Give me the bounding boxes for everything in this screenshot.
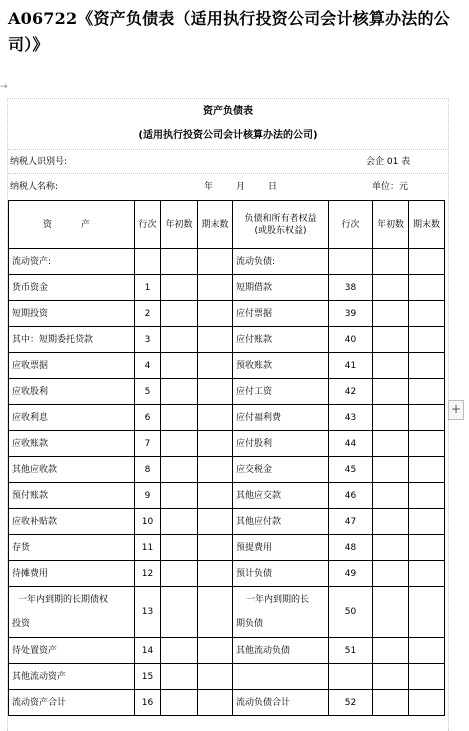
- asset-end-cell[interactable]: [198, 561, 233, 587]
- liability-begin-cell[interactable]: [373, 249, 409, 275]
- asset-begin-cell[interactable]: [161, 405, 198, 431]
- liability-end-cell[interactable]: [409, 327, 445, 353]
- liability-begin-cell[interactable]: [373, 535, 409, 561]
- divider: [8, 173, 448, 174]
- asset-end-cell[interactable]: [198, 690, 233, 716]
- asset-line-no: 13: [135, 587, 161, 638]
- liability-begin-cell[interactable]: [373, 509, 409, 535]
- liability-begin-cell[interactable]: [373, 301, 409, 327]
- liability-begin-cell[interactable]: [373, 638, 409, 664]
- taxpayer-id-label: 纳税人识别号:: [10, 157, 68, 167]
- balance-sheet-table: [8, 200, 445, 716]
- liability-name: 流动负债:: [233, 249, 329, 275]
- asset-line-no: 14: [135, 638, 161, 664]
- asset-end-cell[interactable]: [198, 327, 233, 353]
- liability-name: [233, 587, 329, 638]
- asset-name: 应收账款: [9, 431, 135, 457]
- asset-name: 其他流动资产: [9, 664, 135, 690]
- liability-name: 短期借款: [233, 275, 329, 301]
- table-row: [9, 379, 445, 405]
- asset-begin-cell[interactable]: [161, 379, 198, 405]
- liability-end-cell[interactable]: [409, 561, 445, 587]
- liability-name: 预收账款: [233, 353, 329, 379]
- liability-line-no: 45: [329, 457, 373, 483]
- table-row: [9, 431, 445, 457]
- header-line-no: 行次: [329, 201, 373, 249]
- liability-line-no: [329, 249, 373, 275]
- month-label: 月: [236, 182, 246, 192]
- asset-line-no: 12: [135, 561, 161, 587]
- asset-begin-cell[interactable]: [161, 431, 198, 457]
- header-asset: 资 产: [9, 201, 135, 249]
- asset-begin-cell[interactable]: [161, 275, 198, 301]
- liability-name: 应付工资: [233, 379, 329, 405]
- header-liability-line2: (或股东权益): [254, 225, 307, 236]
- asset-begin-cell[interactable]: [161, 535, 198, 561]
- asset-begin-cell[interactable]: [161, 587, 198, 638]
- liability-line-no: 41: [329, 353, 373, 379]
- header-end: 期末数: [409, 201, 445, 249]
- asset-begin-cell[interactable]: [161, 690, 198, 716]
- asset-name: 货币资金: [9, 275, 135, 301]
- asset-end-cell[interactable]: [198, 664, 233, 690]
- liability-line-no: 40: [329, 327, 373, 353]
- asset-line-no: 3: [135, 327, 161, 353]
- asset-line-no: 16: [135, 690, 161, 716]
- liability-name: 应交税金: [233, 457, 329, 483]
- liability-name: 应付福利费: [233, 405, 329, 431]
- asset-name: 应收利息: [9, 405, 135, 431]
- table-row: [9, 664, 445, 690]
- liability-name: 预提费用: [233, 535, 329, 561]
- liability-begin-cell[interactable]: [373, 353, 409, 379]
- table-row: [9, 249, 445, 275]
- liability-begin-cell[interactable]: [373, 405, 409, 431]
- liability-line-no: 47: [329, 509, 373, 535]
- arrow-right-icon[interactable]: →: [0, 82, 8, 92]
- asset-line-no: 9: [135, 483, 161, 509]
- liability-name-line1: 一年内到期的长: [246, 595, 310, 605]
- asset-begin-cell[interactable]: [161, 301, 198, 327]
- asset-line-no: 4: [135, 353, 161, 379]
- table-row: [9, 353, 445, 379]
- liability-end-cell[interactable]: [409, 431, 445, 457]
- asset-begin-cell[interactable]: [161, 664, 198, 690]
- asset-begin-cell[interactable]: [161, 509, 198, 535]
- liability-end-cell[interactable]: [409, 405, 445, 431]
- liability-end-cell[interactable]: [409, 301, 445, 327]
- liability-end-cell[interactable]: [409, 379, 445, 405]
- asset-name: 存货: [9, 535, 135, 561]
- liability-line-no: 44: [329, 431, 373, 457]
- liability-line-no: 42: [329, 379, 373, 405]
- asset-line-no: 1: [135, 275, 161, 301]
- asset-end-cell[interactable]: [198, 638, 233, 664]
- table-row: [9, 457, 445, 483]
- asset-line-no: 5: [135, 379, 161, 405]
- asset-begin-cell[interactable]: [161, 483, 198, 509]
- table-row: [9, 483, 445, 509]
- table-row: [9, 690, 445, 716]
- asset-begin-cell[interactable]: [161, 561, 198, 587]
- asset-name: 待摊费用: [9, 561, 135, 587]
- divider: [8, 149, 448, 150]
- liability-end-cell[interactable]: [409, 638, 445, 664]
- taxpayer-name-row: [8, 180, 448, 194]
- asset-line-no: 11: [135, 535, 161, 561]
- header-liability: [233, 201, 329, 249]
- expand-plus-icon[interactable]: +: [448, 400, 464, 420]
- asset-name: 短期投资: [9, 301, 135, 327]
- liability-name: 其他流动负债: [233, 638, 329, 664]
- asset-line-no: 15: [135, 664, 161, 690]
- asset-end-cell[interactable]: [198, 249, 233, 275]
- asset-name: 应收股利: [9, 379, 135, 405]
- asset-begin-cell[interactable]: [161, 353, 198, 379]
- taxpayer-id-row: [8, 155, 448, 169]
- header-end: 期末数: [198, 201, 233, 249]
- liability-name: 应付票据: [233, 301, 329, 327]
- asset-begin-cell[interactable]: [161, 249, 198, 275]
- liability-begin-cell[interactable]: [373, 457, 409, 483]
- asset-name: 其中：短期委托贷款: [9, 327, 135, 353]
- asset-end-cell[interactable]: [198, 587, 233, 638]
- liability-line-no: 52: [329, 690, 373, 716]
- asset-name: 流动资产:: [9, 249, 135, 275]
- asset-begin-cell[interactable]: [161, 638, 198, 664]
- report-title: 资产负债表: [203, 106, 253, 117]
- liability-end-cell[interactable]: [409, 664, 445, 690]
- report-subtitle: (适用执行投资公司会计核算办法的公司): [138, 130, 318, 141]
- liability-begin-cell[interactable]: [373, 483, 409, 509]
- unit-label: 单位：元: [372, 182, 409, 192]
- liability-end-cell[interactable]: [409, 587, 445, 638]
- liability-name: 其他应付款: [233, 509, 329, 535]
- asset-line-no: 6: [135, 405, 161, 431]
- liability-name: 流动负债合计: [233, 690, 329, 716]
- asset-name: 应收票据: [9, 353, 135, 379]
- asset-line-no: 10: [135, 509, 161, 535]
- asset-end-cell[interactable]: [198, 509, 233, 535]
- table-row: [9, 405, 445, 431]
- liability-begin-cell[interactable]: [373, 561, 409, 587]
- liability-begin-cell[interactable]: [373, 431, 409, 457]
- asset-end-cell[interactable]: [198, 457, 233, 483]
- liability-name: 其他应交款: [233, 483, 329, 509]
- header-liability-line1: 负债和所有者权益: [244, 213, 317, 224]
- header-line-no: 行次: [135, 201, 161, 249]
- asset-end-cell[interactable]: [198, 353, 233, 379]
- asset-end-cell[interactable]: [198, 431, 233, 457]
- liability-end-cell[interactable]: [409, 483, 445, 509]
- liability-line-no: 48: [329, 535, 373, 561]
- asset-name: 预付账款: [9, 483, 135, 509]
- liability-end-cell[interactable]: [409, 509, 445, 535]
- year-label: 年: [204, 182, 214, 192]
- liability-begin-cell[interactable]: [373, 664, 409, 690]
- liability-begin-cell[interactable]: [373, 327, 409, 353]
- day-label: 日: [268, 182, 278, 192]
- asset-name: 待处置资产: [9, 638, 135, 664]
- liability-begin-cell[interactable]: [373, 690, 409, 716]
- asset-name: 流动资产合计: [9, 690, 135, 716]
- asset-end-cell[interactable]: [198, 405, 233, 431]
- table-row: [9, 301, 445, 327]
- table-row: [9, 561, 445, 587]
- asset-end-cell[interactable]: [198, 301, 233, 327]
- asset-end-cell[interactable]: [198, 379, 233, 405]
- taxpayer-name-label: 纳税人名称:: [10, 182, 59, 192]
- liability-line-no: 38: [329, 275, 373, 301]
- asset-line-no: 8: [135, 457, 161, 483]
- liability-line-no: 43: [329, 405, 373, 431]
- asset-end-cell[interactable]: [198, 483, 233, 509]
- table-row: [9, 535, 445, 561]
- liability-begin-cell[interactable]: [373, 587, 409, 638]
- asset-line-no: [135, 249, 161, 275]
- liability-line-no: 39: [329, 301, 373, 327]
- asset-end-cell[interactable]: [198, 275, 233, 301]
- liability-line-no: 51: [329, 638, 373, 664]
- liability-line-no: 46: [329, 483, 373, 509]
- liability-begin-cell[interactable]: [373, 275, 409, 301]
- table-row: [9, 275, 445, 301]
- liability-name-line2: 期负债: [236, 619, 264, 629]
- table-row: [9, 587, 445, 638]
- liability-line-no: 49: [329, 561, 373, 587]
- document-page: [7, 98, 449, 731]
- liability-name: 应付股利: [233, 431, 329, 457]
- liability-name: [233, 664, 329, 690]
- asset-end-cell[interactable]: [198, 535, 233, 561]
- liability-name: 应付账款: [233, 327, 329, 353]
- header-begin: 年初数: [373, 201, 409, 249]
- liability-end-cell[interactable]: [409, 275, 445, 301]
- liability-begin-cell[interactable]: [373, 379, 409, 405]
- liability-line-no: 50: [329, 587, 373, 638]
- asset-name: 其他应收款: [9, 457, 135, 483]
- table-row: [9, 638, 445, 664]
- liability-name: 预计负债: [233, 561, 329, 587]
- asset-name: 应收补贴款: [9, 509, 135, 535]
- page-title: A06722《资产负债表（适用执行投资公司会计核算办法的公司）》: [8, 9, 450, 54]
- liability-end-cell[interactable]: [409, 353, 445, 379]
- asset-line-no: 7: [135, 431, 161, 457]
- asset-name: [9, 587, 135, 638]
- liability-end-cell[interactable]: [409, 457, 445, 483]
- asset-begin-cell[interactable]: [161, 457, 198, 483]
- asset-line-no: 2: [135, 301, 161, 327]
- form-code: 会企 01 表: [366, 157, 411, 167]
- table-row: [9, 327, 445, 353]
- asset-begin-cell[interactable]: [161, 327, 198, 353]
- table-header-row: [9, 201, 445, 249]
- liability-end-cell[interactable]: [409, 690, 445, 716]
- liability-line-no: [329, 664, 373, 690]
- asset-name-line1: 一年内到期的长期债权: [18, 595, 109, 605]
- asset-name-line2: 投资: [12, 619, 31, 629]
- table-row: [9, 509, 445, 535]
- liability-end-cell[interactable]: [409, 535, 445, 561]
- liability-end-cell[interactable]: [409, 249, 445, 275]
- header-begin: 年初数: [161, 201, 198, 249]
